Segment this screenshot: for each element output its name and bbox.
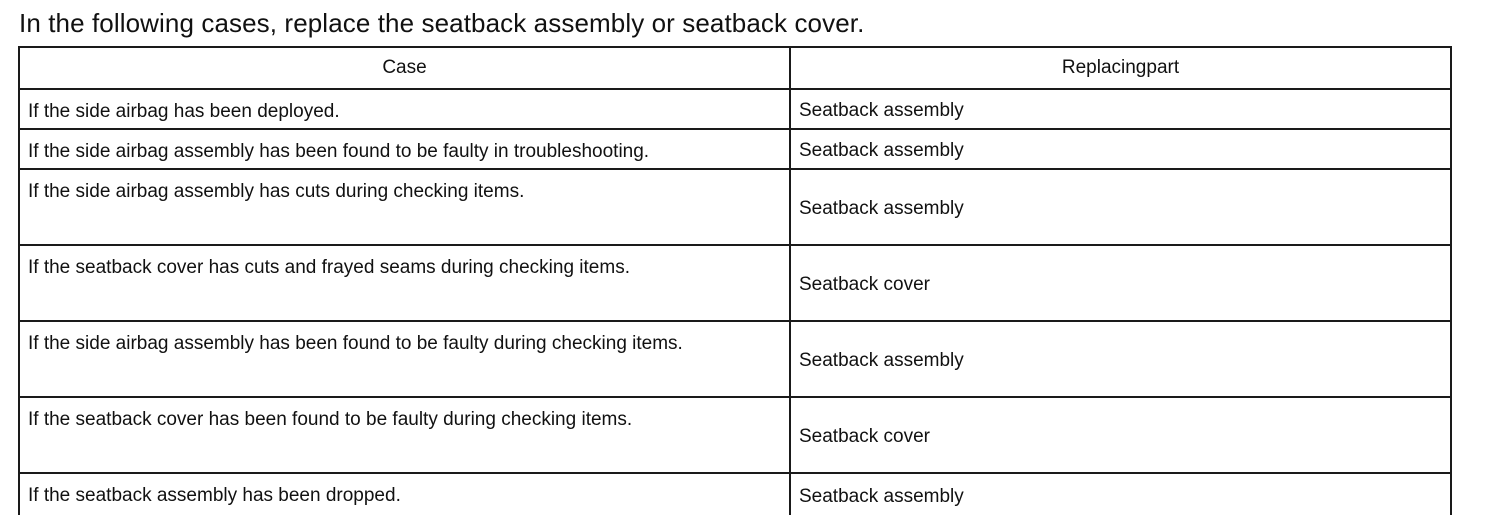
- replacing-part-cell: Seatback assembly: [790, 169, 1451, 245]
- replacing-part-cell: Seatback assembly: [790, 129, 1451, 169]
- column-header-replacing-part: Replacingpart: [790, 47, 1451, 89]
- replacing-part-cell: Seatback cover: [790, 397, 1451, 473]
- table-row: [19, 129, 1451, 169]
- table-row: [19, 397, 1451, 473]
- replacing-part-cell: Seatback assembly: [790, 89, 1451, 129]
- replacing-part-cell: Seatback assembly: [790, 321, 1451, 397]
- case-cell: If the side airbag assembly has been found to be faulty during checking items.: [19, 321, 790, 397]
- table-row: [19, 321, 1451, 397]
- table-row: [19, 169, 1451, 245]
- table-row: [19, 473, 1451, 515]
- page-heading: In the following cases, replace the seatback assembly or seatback cover.: [19, 8, 865, 38]
- case-cell: If the seatback cover has cuts and frayed seams during checking items.: [19, 245, 790, 321]
- case-cell: If the side airbag has been deployed.: [19, 89, 790, 129]
- replacing-part-cell: Seatback assembly: [790, 473, 1451, 515]
- case-cell: If the seatback cover has been found to be faulty during checking items.: [19, 397, 790, 473]
- table-row: [19, 245, 1451, 321]
- table-row: [19, 89, 1451, 129]
- replacing-part-cell: Seatback cover: [790, 245, 1451, 321]
- case-cell: If the side airbag assembly has been found to be faulty in troubleshooting.: [19, 129, 790, 169]
- table-header-row: [19, 47, 1451, 89]
- case-cell: If the seatback assembly has been dropped.: [19, 473, 790, 515]
- replacement-table: [18, 46, 1452, 515]
- column-header-case: Case: [19, 47, 790, 89]
- case-cell: If the side airbag assembly has cuts during checking items.: [19, 169, 790, 245]
